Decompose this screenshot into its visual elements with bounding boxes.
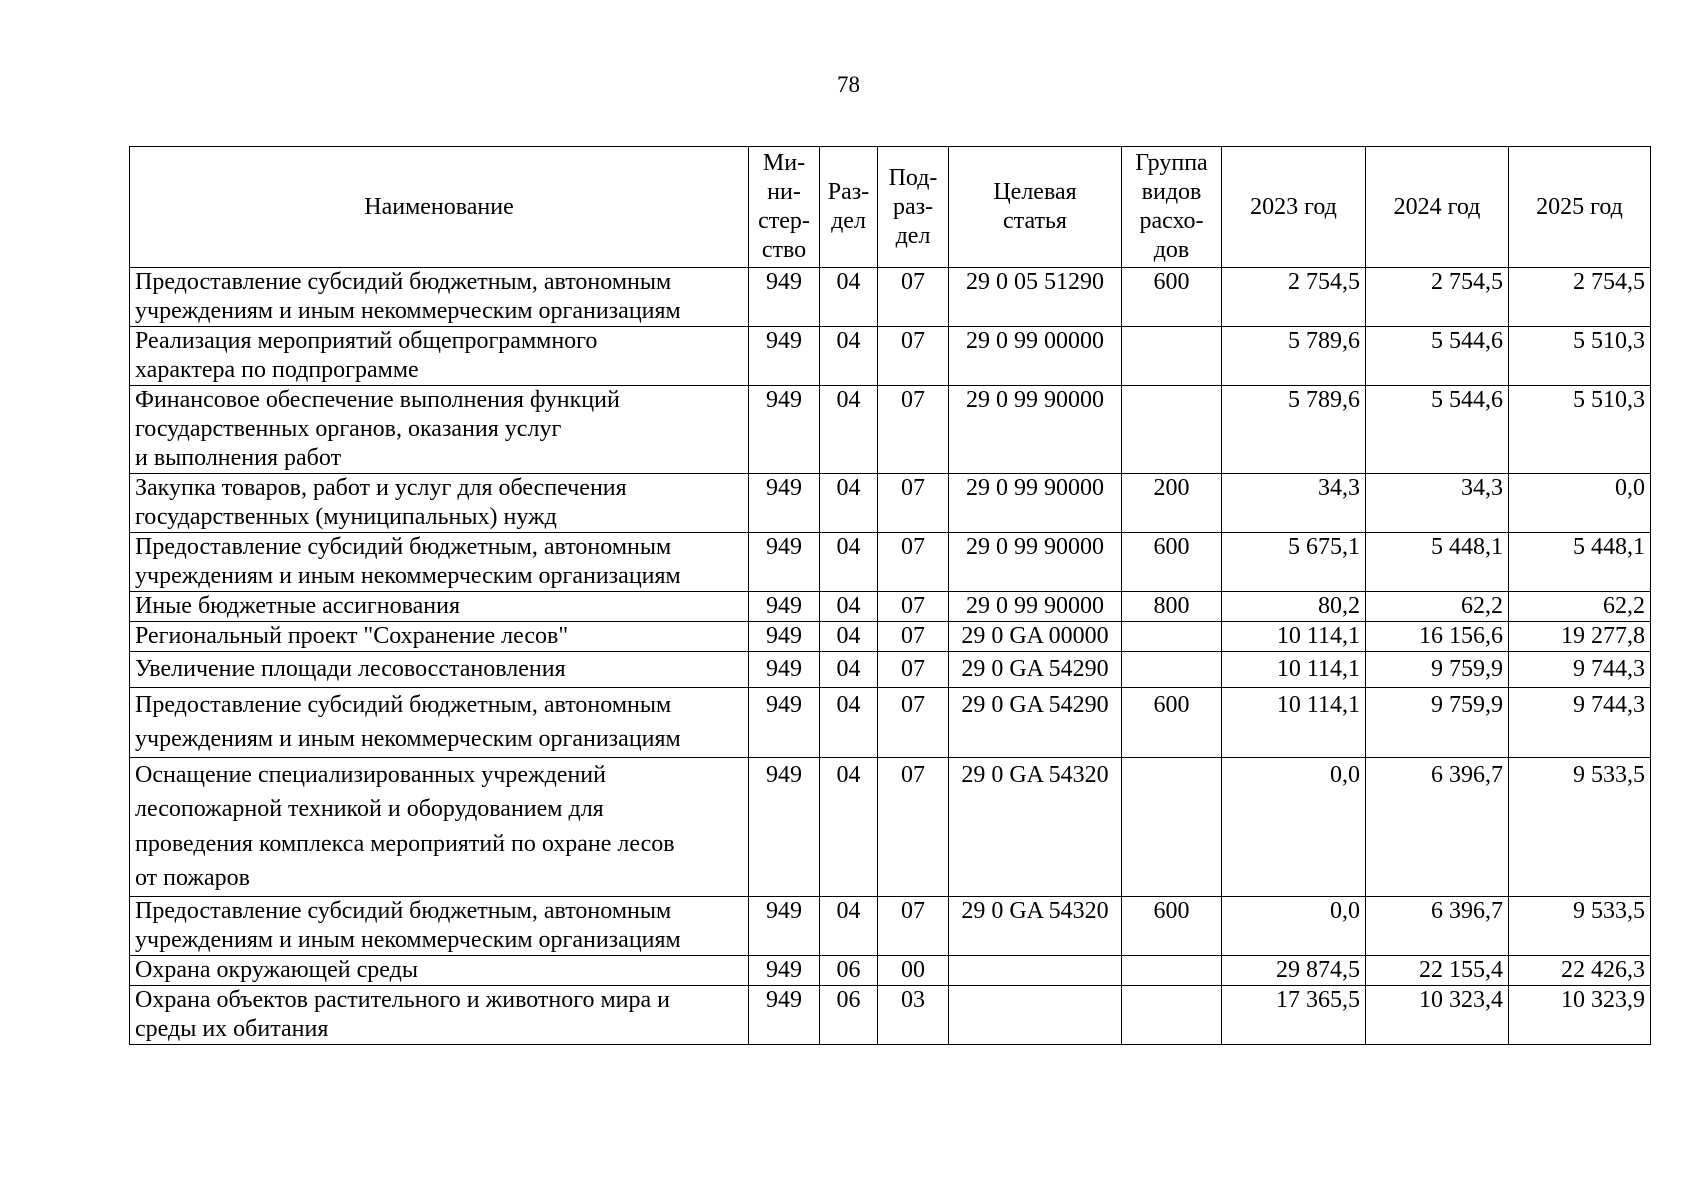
header-section-line: Раз- xyxy=(827,179,870,205)
row-name-line: учреждениям и иным некоммерческим организациям xyxy=(135,298,681,324)
row-section: 04 xyxy=(820,687,878,757)
table-row xyxy=(130,985,1651,1044)
row-target: 29 0 GA 00000 xyxy=(949,622,1122,652)
row-name-line: проведения комплекса мероприятий по охране лесов xyxy=(135,830,675,857)
header-target-line: Целевая xyxy=(993,179,1077,205)
row-name xyxy=(130,622,749,652)
row-y2024: 16 156,6 xyxy=(1366,622,1509,652)
row-name-line: лесопожарной техникой и оборудованием для xyxy=(135,796,604,822)
header-ministry-line: стер- xyxy=(758,208,810,234)
row-name-line: и выполнения работ xyxy=(135,445,342,471)
row-y2025: 62,2 xyxy=(1509,592,1651,622)
row-section: 04 xyxy=(820,386,878,474)
row-y2023: 10 114,1 xyxy=(1222,687,1366,757)
row-name-line: учреждениям и иным некоммерческим организациям xyxy=(135,726,681,752)
row-y2024: 62,2 xyxy=(1366,592,1509,622)
row-y2025: 9 533,5 xyxy=(1509,896,1651,955)
row-y2025: 2 754,5 xyxy=(1509,268,1651,327)
row-name xyxy=(130,896,749,955)
row-name xyxy=(130,474,749,533)
table-row xyxy=(130,592,1651,622)
row-name xyxy=(130,592,749,622)
row-name-line: среды их обитания xyxy=(135,1015,329,1042)
row-target: 29 0 99 90000 xyxy=(949,533,1122,592)
row-y2024: 10 323,4 xyxy=(1366,985,1509,1044)
row-y2024: 6 396,7 xyxy=(1366,757,1509,896)
table-row xyxy=(130,652,1651,688)
table-row xyxy=(130,268,1651,327)
row-section: 04 xyxy=(820,622,878,652)
row-section: 04 xyxy=(820,896,878,955)
row-name-line: Оснащение специализированных учреждений xyxy=(135,761,606,788)
row-name-line: учреждениям и иным некоммерческим организациям xyxy=(135,926,681,953)
row-ministry: 949 xyxy=(749,955,820,985)
row-y2024: 5 544,6 xyxy=(1366,386,1509,474)
row-target: 29 0 GA 54290 xyxy=(949,687,1122,757)
row-name xyxy=(130,386,749,474)
table-row xyxy=(130,757,1651,896)
row-section: 06 xyxy=(820,985,878,1044)
header-ministry-line: ни- xyxy=(767,179,801,205)
row-y2023: 5 789,6 xyxy=(1222,327,1366,386)
row-name-line: государственных органов, оказания услуг xyxy=(135,416,562,442)
row-name-line: характера по подпрограмме xyxy=(135,357,419,383)
row-name-line: государственных (муниципальных) нужд xyxy=(135,504,557,530)
row-y2025: 5 448,1 xyxy=(1509,533,1651,592)
table-row xyxy=(130,896,1651,955)
row-subsection: 00 xyxy=(878,955,949,985)
row-y2023: 80,2 xyxy=(1222,592,1366,622)
row-y2024: 9 759,9 xyxy=(1366,687,1509,757)
header-target xyxy=(949,147,1122,268)
row-name xyxy=(130,533,749,592)
row-target: 29 0 GA 54290 xyxy=(949,652,1122,688)
row-name-line: Увеличение площади лесовосстановления xyxy=(135,656,566,682)
row-y2024: 22 155,4 xyxy=(1366,955,1509,985)
header-2023: 2023 год xyxy=(1222,147,1366,268)
row-name-line: Иные бюджетные ассигнования xyxy=(135,593,460,619)
header-2024: 2024 год xyxy=(1366,147,1509,268)
row-section: 06 xyxy=(820,955,878,985)
row-section: 04 xyxy=(820,327,878,386)
row-subsection: 07 xyxy=(878,622,949,652)
row-section: 04 xyxy=(820,652,878,688)
header-subsection-line: раз- xyxy=(892,193,934,220)
budget-table xyxy=(129,146,1651,1045)
row-y2023: 0,0 xyxy=(1222,896,1366,955)
row-y2024: 6 396,7 xyxy=(1366,896,1509,955)
row-ministry: 949 xyxy=(749,622,820,652)
row-name xyxy=(130,652,749,688)
header-section xyxy=(820,147,878,268)
header-subsection-line: дел xyxy=(895,222,931,249)
row-y2025: 9 533,5 xyxy=(1509,757,1651,896)
row-ministry: 949 xyxy=(749,896,820,955)
row-target xyxy=(949,955,1122,985)
row-group: 200 xyxy=(1122,474,1222,533)
table-row xyxy=(130,533,1651,592)
row-name-line: Закупка товаров, работ и услуг для обеспечения xyxy=(135,475,627,501)
row-group xyxy=(1122,955,1222,985)
row-group: 600 xyxy=(1122,896,1222,955)
row-subsection: 03 xyxy=(878,985,949,1044)
table-row xyxy=(130,622,1651,652)
row-y2023: 10 114,1 xyxy=(1222,652,1366,688)
row-name-line: учреждениям и иным некоммерческим организациям xyxy=(135,563,681,589)
row-y2024: 34,3 xyxy=(1366,474,1509,533)
row-ministry: 949 xyxy=(749,474,820,533)
row-y2025: 22 426,3 xyxy=(1509,955,1651,985)
row-y2024: 2 754,5 xyxy=(1366,268,1509,327)
row-y2023: 17 365,5 xyxy=(1222,985,1366,1044)
row-name-line: Предоставление субсидий бюджетным, автономным xyxy=(135,691,672,718)
row-name xyxy=(130,327,749,386)
row-subsection: 07 xyxy=(878,474,949,533)
row-y2025: 0,0 xyxy=(1509,474,1651,533)
row-y2025: 19 277,8 xyxy=(1509,622,1651,652)
row-subsection: 07 xyxy=(878,386,949,474)
table-body xyxy=(130,268,1651,1045)
row-group: 600 xyxy=(1122,533,1222,592)
row-name xyxy=(130,757,749,896)
row-subsection: 07 xyxy=(878,327,949,386)
row-section: 04 xyxy=(820,757,878,896)
row-ministry: 949 xyxy=(749,327,820,386)
table-row xyxy=(130,386,1651,474)
row-group: 600 xyxy=(1122,687,1222,757)
row-group xyxy=(1122,622,1222,652)
row-y2025: 5 510,3 xyxy=(1509,386,1651,474)
page-number: 78 xyxy=(837,72,860,97)
table-row xyxy=(130,955,1651,985)
header-group-line: Группа xyxy=(1135,150,1208,176)
row-name-line: Предоставление субсидий бюджетным, автономным xyxy=(135,269,672,295)
row-y2023: 5 675,1 xyxy=(1222,533,1366,592)
row-name-line: Предоставление субсидий бюджетным, автономным xyxy=(135,897,672,924)
row-target: 29 0 05 51290 xyxy=(949,268,1122,327)
row-target xyxy=(949,985,1122,1044)
row-y2025: 5 510,3 xyxy=(1509,327,1651,386)
row-name xyxy=(130,955,749,985)
row-section: 04 xyxy=(820,533,878,592)
header-group-line: расхо- xyxy=(1139,208,1204,234)
table-row xyxy=(130,687,1651,757)
row-subsection: 07 xyxy=(878,268,949,327)
row-name-line: Финансовое обеспечение выполнения функций xyxy=(135,387,620,413)
header-row xyxy=(130,147,1651,268)
row-target: 29 0 99 90000 xyxy=(949,386,1122,474)
row-name xyxy=(130,268,749,327)
row-subsection: 07 xyxy=(878,896,949,955)
row-name-line: от пожаров xyxy=(135,865,250,891)
row-ministry: 949 xyxy=(749,687,820,757)
row-ministry: 949 xyxy=(749,268,820,327)
row-y2023: 2 754,5 xyxy=(1222,268,1366,327)
row-group xyxy=(1122,757,1222,896)
row-ministry: 949 xyxy=(749,386,820,474)
header-group-line: дов xyxy=(1153,237,1190,263)
row-y2024: 9 759,9 xyxy=(1366,652,1509,688)
row-target: 29 0 99 00000 xyxy=(949,327,1122,386)
row-y2023: 5 789,6 xyxy=(1222,386,1366,474)
row-group: 600 xyxy=(1122,268,1222,327)
header-subsection xyxy=(878,147,949,268)
row-name-line: Охрана объектов растительного и животного мира и xyxy=(135,986,671,1013)
row-group: 800 xyxy=(1122,592,1222,622)
row-y2023: 34,3 xyxy=(1222,474,1366,533)
row-subsection: 07 xyxy=(878,757,949,896)
row-y2023: 10 114,1 xyxy=(1222,622,1366,652)
row-section: 04 xyxy=(820,268,878,327)
row-name xyxy=(130,985,749,1044)
row-target: 29 0 99 90000 xyxy=(949,474,1122,533)
row-ministry: 949 xyxy=(749,652,820,688)
table-row xyxy=(130,474,1651,533)
row-group xyxy=(1122,327,1222,386)
row-subsection: 07 xyxy=(878,687,949,757)
row-subsection: 07 xyxy=(878,533,949,592)
row-subsection: 07 xyxy=(878,592,949,622)
row-y2023: 0,0 xyxy=(1222,757,1366,896)
row-y2023: 29 874,5 xyxy=(1222,955,1366,985)
row-ministry: 949 xyxy=(749,757,820,896)
row-ministry: 949 xyxy=(749,592,820,622)
header-target-line: статья xyxy=(1003,208,1067,234)
row-ministry: 949 xyxy=(749,985,820,1044)
row-y2025: 10 323,9 xyxy=(1509,985,1651,1044)
header-section-line: дел xyxy=(831,208,866,234)
row-subsection: 07 xyxy=(878,652,949,688)
row-target: 29 0 GA 54320 xyxy=(949,757,1122,896)
row-ministry: 949 xyxy=(749,533,820,592)
row-section: 04 xyxy=(820,592,878,622)
row-target: 29 0 99 90000 xyxy=(949,592,1122,622)
header-name: Наименование xyxy=(130,147,749,268)
row-name-line: Реализация мероприятий общепрограммного xyxy=(135,328,598,354)
row-name xyxy=(130,687,749,757)
row-group xyxy=(1122,386,1222,474)
row-name-line: Региональный проект "Сохранение лесов" xyxy=(135,623,569,649)
header-ministry-line: Ми- xyxy=(762,150,806,176)
row-name-line: Предоставление субсидий бюджетным, автономным xyxy=(135,534,672,560)
row-y2025: 9 744,3 xyxy=(1509,652,1651,688)
row-y2025: 9 744,3 xyxy=(1509,687,1651,757)
row-section: 04 xyxy=(820,474,878,533)
header-ministry xyxy=(749,147,820,268)
row-group xyxy=(1122,985,1222,1044)
row-group xyxy=(1122,652,1222,688)
header-subsection-line: Под- xyxy=(888,164,938,191)
header-group xyxy=(1122,147,1222,268)
header-group-line: видов xyxy=(1141,179,1202,205)
table-row xyxy=(130,327,1651,386)
row-y2024: 5 448,1 xyxy=(1366,533,1509,592)
row-name-line: Охрана окружающей среды xyxy=(135,956,418,983)
header-ministry-line: ство xyxy=(761,237,807,263)
row-target: 29 0 GA 54320 xyxy=(949,896,1122,955)
row-y2024: 5 544,6 xyxy=(1366,327,1509,386)
header-2025: 2025 год xyxy=(1509,147,1651,268)
